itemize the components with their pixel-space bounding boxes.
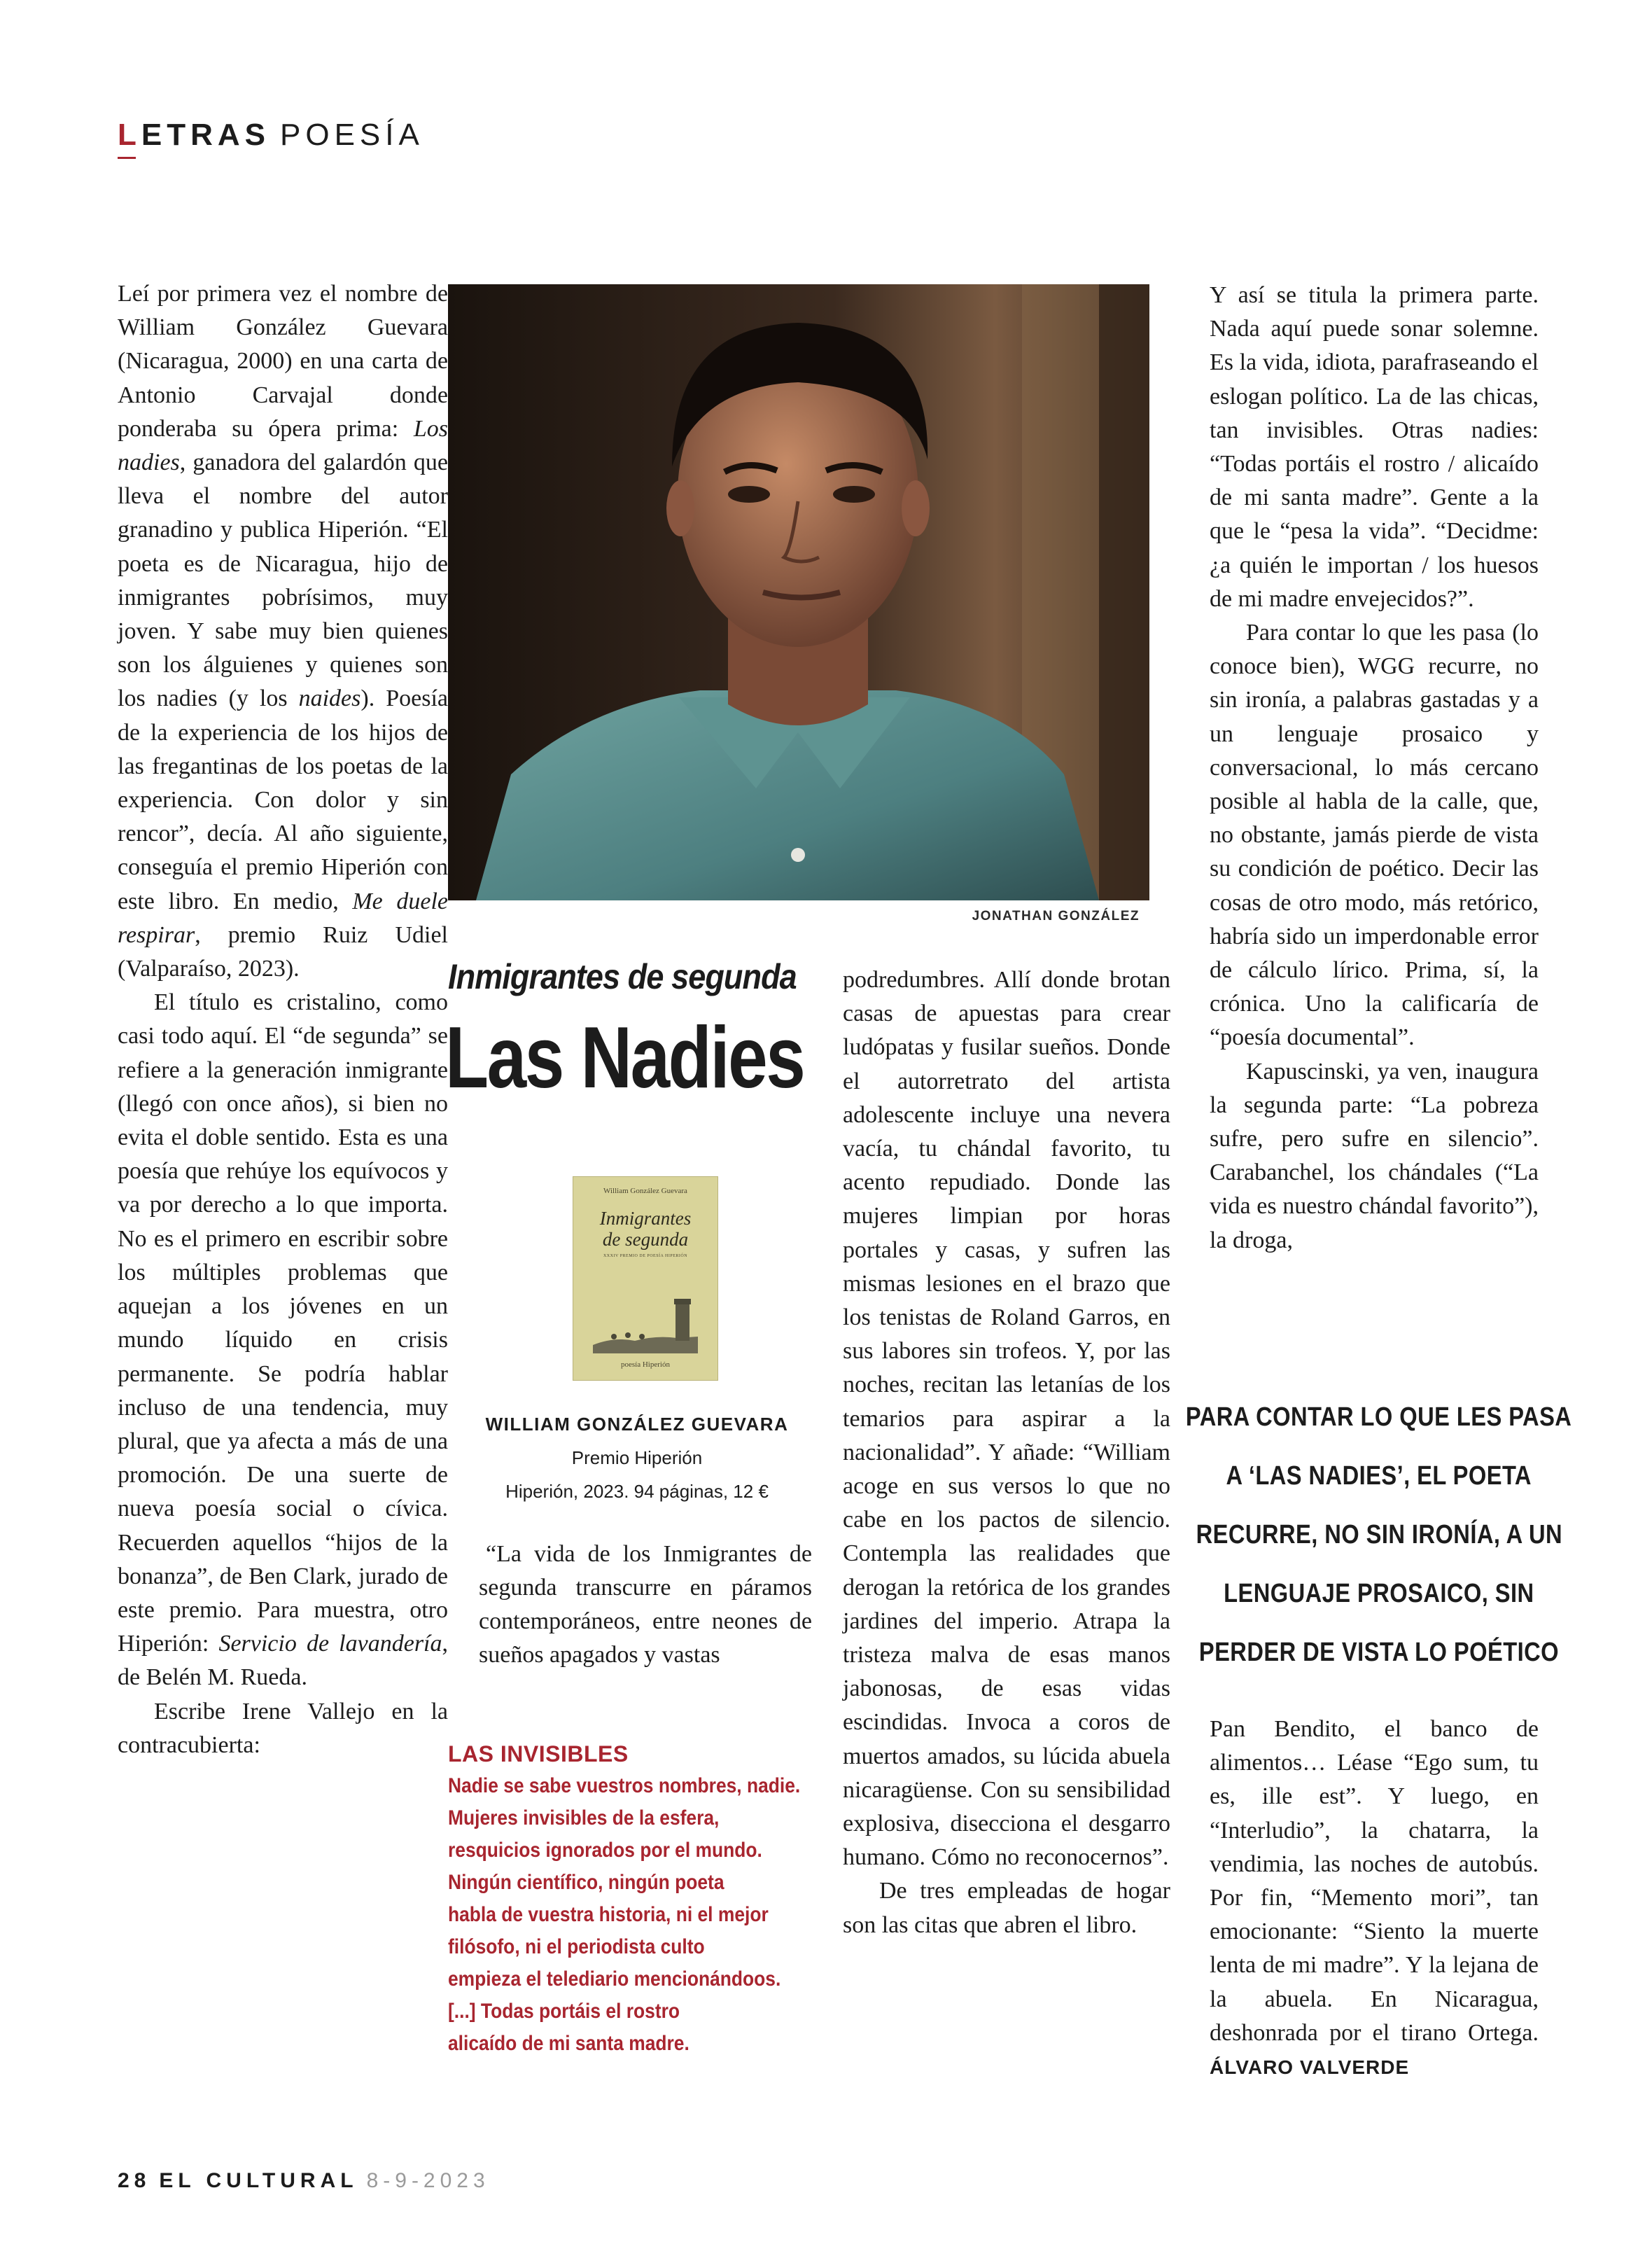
word-italic: naides [298,685,361,712]
poem-title: LAS INVISIBLES [448,1741,629,1766]
text-run: ). Poesía de la experiencia de los hijos de las fregantinas de los poetas de la experiencia. Con dolor y sin rencor”, decía. Al año siguiente, conseguía el premio Hiperión con este libro. En medio, [118,685,448,914]
page-number: 28 [118,2169,151,2192]
book-cover-author: William González Guevara [603,1187,687,1195]
section-initial: L [118,118,141,152]
text-run: , ganadora del galardón que lleva el nombre del autor granadino y publica Hiperión. “El poeta es de Nicaragua, hijo de inmigrantes pobrísimos, muy joven. Y sabe muy bien quienes son los álguienes y quienes son los nadies (y los [118,449,448,712]
poem-line: resquicios ignorados por el mundo. [448,1839,762,1862]
article-column-3 [843,963,1170,1942]
poem-line: empieza el telediario mencionándoos. [448,1967,781,1991]
section-name: ETRAS [141,118,271,152]
pull-quote-line: PARA CONTAR LO QUE LES PASA [1186,1402,1572,1432]
pull-quote-line: LENGUAJE PROSAICO, SIN [1224,1579,1534,1608]
book-cover [573,1176,718,1381]
magazine-name: EL CULTURAL [159,2169,358,2192]
article-column-1 [118,277,448,1762]
pull-quote [1148,1388,1610,1682]
book-info [462,1407,812,1508]
book-cover-publisher: poesía Hiperión [621,1360,670,1369]
paragraph: Y así se titula la primera parte. Nada aquí puede sonar solemne. Es la vida, idiota, parafraseando el eslogan político. La de las chicas, tan invisibles. Otras nadies: “Todas portáis el rostro / alicaído de mi santa madre”. Gente a la que le “pesa la vida”. “Decidme: ¿a quién le importan / los huesos de mi madre envejecidos?”. [1210,282,1539,612]
photo-credit: JONATHAN GONZÁLEZ [972,909,1140,924]
book-cover-title [573,1208,718,1250]
poem-line: habla de vuestra historia, ni el mejor [448,1903,769,1926]
paragraph [1210,1713,1539,2084]
section-header [118,118,424,153]
article-kicker: Inmigrantes de segunda [448,957,797,996]
book-cover-illustration [593,1295,698,1353]
text-run: El título es cristalino, como casi todo aquí. El “de segunda” se refiere a la generación inmigrante (llegó con once años), si bien no evita el doble sentido. Esta es una poesía que rehúye los equívocos y va por derecho a lo que importa. No es el primero en escribir sobre los múltiples problemas que aquejan a los jóvenes en un mundo líquido en crisis permanente. Se podría hablar incluso de una tendencia, muy plural, que ya afecta a más de una promoción. De una suerte de nueva poesía social o cívica. Recuerden aquellos “hijos de la bonanza”, de Ben Clark, jurado de este premio. Para muestra, otro Hiperión: [118,989,448,1657]
text-run: , premio Ruiz Udiel (Valparaíso, 2023). [118,921,448,982]
book-prize: Premio Hiperión [571,1447,703,1468]
book-details: Hiperión, 2023. 94 páginas, 12 € [505,1481,769,1502]
book-cover-title-line: de segunda [602,1229,689,1250]
article-column-4 [1210,279,1539,1257]
article-column-4-continued [1210,1713,1539,2084]
book-title-italic: Los nadies [118,415,448,476]
text-run: Pan Bendito, el banco de alimentos… Léase “Ego sum, tu es, ille est”. Y luego, en “Interludio”, la chatarra, la vendimia, las noches de autobús. Por fin, “Memento mori”, tan emocionante: “Siento la muerte lenta de mi madre”. Y la lejana de la abuela. En Nicaragua, deshonrada por el tirano Ortega. [1210,1716,1539,2046]
poem-line: Mujeres invisibles de la esfera, [448,1806,720,1830]
pull-quote-line: A ‘LAS NADIES’, EL POETA [1226,1461,1532,1491]
author-photo [448,284,1149,900]
poem-line: alicaído de mi santa madre. [448,2032,690,2055]
book-author: WILLIAM GONZÁLEZ GUEVARA [485,1414,789,1435]
book-title-italic: Servicio de lavandería [218,1631,442,1657]
book-title-italic: Me duele respirar [118,888,448,948]
paragraph [118,277,448,986]
pull-quote-line: RECURRE, NO SIN IRONÍA, A UN [1196,1520,1562,1549]
paragraph: Para contar lo que les pasa (lo conoce bien), WGG recurre, no sin ironía, a palabras gastadas y a un lenguaje prosaico y conversacional, lo más cercano posible al habla de la calle, que, no obstante, jamás pierde de vista su condición de poético. Decir las cosas de otro modo, más retórico, habría sido un imperdonable error de cálculo lírico. Prima, sí, la crónica. Uno la calificaría de “poesía documental”. [1210,620,1539,1051]
poem-excerpt [448,1738,840,2060]
paragraph [118,986,448,1694]
poem-line: [...] Todas portáis el rostro [448,2000,680,2023]
article-headline: Las Nadies [445,1010,804,1106]
text-run: Leí por primera vez el nombre de William González Guevara (Nicaragua, 2000) en una carta de Antonio Carvajal donde ponderaba su ópera prima: [118,281,448,442]
book-cover-title-line: Inmigrantes [599,1208,692,1229]
book-cover-subtitle: XXXIV PREMIO DE POESÍA HIPERIÓN [603,1254,688,1258]
issue-date: 8-9-2023 [366,2169,490,2192]
paragraph: De tres empleadas de hogar son las citas que abren el libro. [843,1878,1170,1938]
subsection-name: POESÍA [280,118,424,152]
paragraph: Escribe Irene Vallejo en la contracubierta: [118,1698,448,1758]
section-initial-underline [118,157,136,159]
article-quote-paragraph: “La vida de los Inmigrantes de segunda transcurre en páramos contemporáneos, entre neones de sueños apagados y vastas [479,1541,812,1668]
paragraph: Kapuscinski, ya ven, inaugura la segunda parte: “La pobreza sufre, pero sufre en silencio”. Carabanchel, los chándales (“La vida es nuestro chándal favorito”), la droga, [1210,1058,1539,1253]
pull-quote-line: PERDER DE VISTA LO POÉTICO [1198,1638,1560,1667]
poem-line: filósofo, ni el periodista culto [448,1935,705,1958]
paragraph: podredumbres. Allí donde brotan casas de apuestas para crear ludópatas y fusilar sueños. Donde el autorretrato del artista adolescente incluye una nevera vacía, tu chándal favorito, tu acento repudiado. Donde las mujeres limpian por horas portales y casas, y sufren las mismas lesiones en el brazo que los tenistas de Roland Garros, en sus labores sin trofeos. Y, por las noches, recitan las letanías de los temarios para aspirar a la nacionalidad”. Y añade: “William acoge en sus versos lo que no cabe en los pactos de silencio. Contempla las realidades que derogan la retórica de los grandes jardines del imperio. Atrapa la tristeza malva de esas manos jabonosas, de esas vidas escindidas. Invoca a coros de muertos amados, su lúcida abuela nicaragüense. Con su sensibilidad explosiva, diseccionа el desgarro humano. Cómo no reconocernos”. [843,967,1170,1871]
text-run: , de Belén M. Rueda. [118,1631,448,1691]
poem-line: Nadie se sabe vuestros nombres, nadie. [448,1774,801,1797]
author-byline: ÁLVARO VALVERDE [1210,2056,1410,2079]
page-footer [118,2169,490,2193]
poem-line: Ningún científico, ningún poeta [448,1871,724,1894]
